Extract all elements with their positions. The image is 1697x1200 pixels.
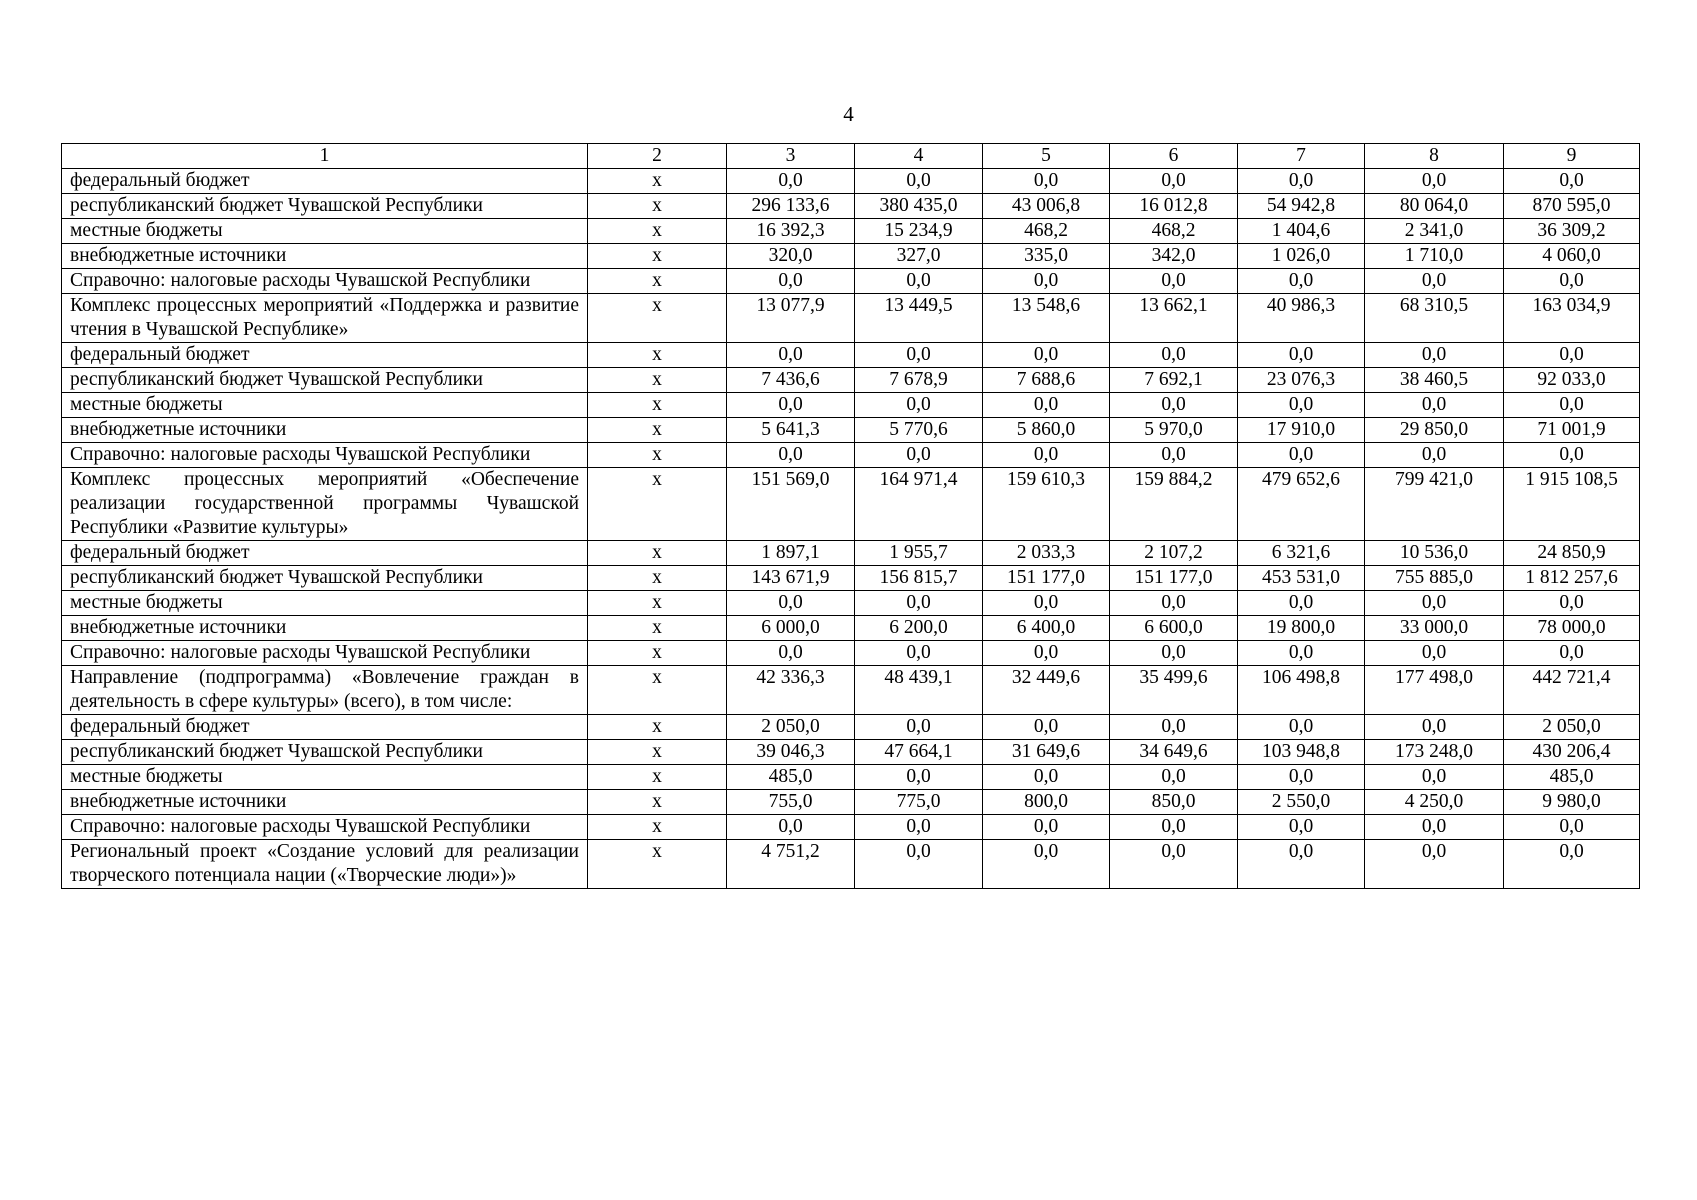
code-cell: х <box>588 715 727 740</box>
value-cell: 39 046,3 <box>727 740 855 765</box>
value-cell: 0,0 <box>727 641 855 666</box>
row-label: Справочно: налоговые расходы Чувашской Республики <box>62 641 588 666</box>
value-cell: 0,0 <box>983 765 1110 790</box>
value-cell: 442 721,4 <box>1504 666 1640 715</box>
row-label: республиканский бюджет Чувашской Республики <box>62 740 588 765</box>
value-cell: 42 336,3 <box>727 666 855 715</box>
code-cell: х <box>588 790 727 815</box>
code-cell: х <box>588 343 727 368</box>
value-cell: 6 200,0 <box>855 616 983 641</box>
value-cell: 0,0 <box>727 269 855 294</box>
value-cell: 5 770,6 <box>855 418 983 443</box>
value-cell: 0,0 <box>1238 641 1365 666</box>
value-cell: 177 498,0 <box>1365 666 1504 715</box>
row-label: внебюджетные источники <box>62 244 588 269</box>
value-cell: 0,0 <box>1504 343 1640 368</box>
value-cell: 34 649,6 <box>1110 740 1238 765</box>
code-cell: х <box>588 616 727 641</box>
value-cell: 13 077,9 <box>727 294 855 343</box>
value-cell: 13 662,1 <box>1110 294 1238 343</box>
page-number: 4 <box>843 102 854 126</box>
value-cell: 143 671,9 <box>727 566 855 591</box>
value-cell: 479 652,6 <box>1238 468 1365 541</box>
value-cell: 2 033,3 <box>983 541 1110 566</box>
row-label: республиканский бюджет Чувашской Республики <box>62 368 588 393</box>
value-cell: 0,0 <box>983 443 1110 468</box>
code-cell: х <box>588 194 727 219</box>
value-cell: 0,0 <box>855 393 983 418</box>
value-cell: 1 897,1 <box>727 541 855 566</box>
value-cell: 38 460,5 <box>1365 368 1504 393</box>
code-cell: х <box>588 840 727 889</box>
value-cell: 0,0 <box>855 715 983 740</box>
header-row <box>62 144 1640 169</box>
value-cell: 0,0 <box>855 591 983 616</box>
value-cell: 0,0 <box>1504 840 1640 889</box>
value-cell: 32 449,6 <box>983 666 1110 715</box>
value-cell: 31 649,6 <box>983 740 1110 765</box>
value-cell: 870 595,0 <box>1504 194 1640 219</box>
value-cell: 0,0 <box>727 443 855 468</box>
value-cell: 7 436,6 <box>727 368 855 393</box>
value-cell: 0,0 <box>855 641 983 666</box>
value-cell: 320,0 <box>727 244 855 269</box>
value-cell: 0,0 <box>983 169 1110 194</box>
value-cell: 6 321,6 <box>1238 541 1365 566</box>
code-cell: х <box>588 219 727 244</box>
row-label: местные бюджеты <box>62 393 588 418</box>
value-cell: 2 550,0 <box>1238 790 1365 815</box>
code-cell: х <box>588 815 727 840</box>
column-header: 2 <box>588 144 727 169</box>
code-cell: х <box>588 244 727 269</box>
value-cell: 19 800,0 <box>1238 616 1365 641</box>
value-cell: 1 955,7 <box>855 541 983 566</box>
value-cell: 0,0 <box>1365 591 1504 616</box>
value-cell: 0,0 <box>983 715 1110 740</box>
code-cell: х <box>588 443 727 468</box>
value-cell: 0,0 <box>727 343 855 368</box>
value-cell: 1 710,0 <box>1365 244 1504 269</box>
table-row <box>62 790 1640 815</box>
column-header: 5 <box>983 144 1110 169</box>
table-row <box>62 616 1640 641</box>
value-cell: 0,0 <box>727 815 855 840</box>
value-cell: 0,0 <box>1365 169 1504 194</box>
value-cell: 10 536,0 <box>1365 541 1504 566</box>
row-label: местные бюджеты <box>62 765 588 790</box>
value-cell: 755 885,0 <box>1365 566 1504 591</box>
table-row <box>62 368 1640 393</box>
row-label: Справочно: налоговые расходы Чувашской Республики <box>62 815 588 840</box>
value-cell: 5 970,0 <box>1110 418 1238 443</box>
column-header: 9 <box>1504 144 1640 169</box>
value-cell: 0,0 <box>1365 343 1504 368</box>
value-cell: 342,0 <box>1110 244 1238 269</box>
value-cell: 0,0 <box>1365 443 1504 468</box>
row-label: федеральный бюджет <box>62 343 588 368</box>
value-cell: 755,0 <box>727 790 855 815</box>
value-cell: 68 310,5 <box>1365 294 1504 343</box>
value-cell: 0,0 <box>1110 269 1238 294</box>
value-cell: 0,0 <box>855 343 983 368</box>
value-cell: 0,0 <box>983 641 1110 666</box>
value-cell: 33 000,0 <box>1365 616 1504 641</box>
value-cell: 0,0 <box>855 840 983 889</box>
value-cell: 0,0 <box>1110 443 1238 468</box>
row-label: федеральный бюджет <box>62 169 588 194</box>
value-cell: 103 948,8 <box>1238 740 1365 765</box>
value-cell: 0,0 <box>1504 169 1640 194</box>
value-cell: 0,0 <box>983 815 1110 840</box>
table-row <box>62 641 1640 666</box>
value-cell: 159 884,2 <box>1110 468 1238 541</box>
value-cell: 0,0 <box>1110 840 1238 889</box>
column-header: 3 <box>727 144 855 169</box>
table-row <box>62 765 1640 790</box>
value-cell: 0,0 <box>1110 343 1238 368</box>
code-cell: х <box>588 591 727 616</box>
value-cell: 15 234,9 <box>855 219 983 244</box>
value-cell: 0,0 <box>983 840 1110 889</box>
value-cell: 5 860,0 <box>983 418 1110 443</box>
table-row <box>62 169 1640 194</box>
value-cell: 6 600,0 <box>1110 616 1238 641</box>
value-cell: 80 064,0 <box>1365 194 1504 219</box>
value-cell: 6 400,0 <box>983 616 1110 641</box>
value-cell: 156 815,7 <box>855 566 983 591</box>
value-cell: 6 000,0 <box>727 616 855 641</box>
value-cell: 40 986,3 <box>1238 294 1365 343</box>
column-header: 4 <box>855 144 983 169</box>
value-cell: 29 850,0 <box>1365 418 1504 443</box>
budget-table <box>61 143 1640 889</box>
value-cell: 7 678,9 <box>855 368 983 393</box>
table-row <box>62 815 1640 840</box>
value-cell: 0,0 <box>1110 641 1238 666</box>
value-cell: 16 012,8 <box>1110 194 1238 219</box>
value-cell: 0,0 <box>1238 715 1365 740</box>
code-cell: х <box>588 169 727 194</box>
value-cell: 2 050,0 <box>1504 715 1640 740</box>
value-cell: 1 026,0 <box>1238 244 1365 269</box>
table-row <box>62 244 1640 269</box>
code-cell: х <box>588 294 727 343</box>
value-cell: 1 915 108,5 <box>1504 468 1640 541</box>
value-cell: 24 850,9 <box>1504 541 1640 566</box>
value-cell: 23 076,3 <box>1238 368 1365 393</box>
value-cell: 0,0 <box>1365 815 1504 840</box>
value-cell: 0,0 <box>855 765 983 790</box>
column-header: 8 <box>1365 144 1504 169</box>
value-cell: 0,0 <box>1238 269 1365 294</box>
value-cell: 5 641,3 <box>727 418 855 443</box>
table-header <box>62 144 1640 169</box>
table-row <box>62 591 1640 616</box>
table-row <box>62 294 1640 343</box>
table-row <box>62 219 1640 244</box>
value-cell: 0,0 <box>1110 815 1238 840</box>
row-label: Комплекс процессных мероприятий «Обеспечение реализации государственной программы Чувашской Республики «Развитие культуры» <box>62 468 588 541</box>
value-cell: 17 910,0 <box>1238 418 1365 443</box>
value-cell: 0,0 <box>727 393 855 418</box>
value-cell: 0,0 <box>1238 840 1365 889</box>
value-cell: 0,0 <box>1238 443 1365 468</box>
value-cell: 2 050,0 <box>727 715 855 740</box>
table-row <box>62 468 1640 541</box>
value-cell: 4 250,0 <box>1365 790 1504 815</box>
column-header: 1 <box>62 144 588 169</box>
value-cell: 0,0 <box>1504 815 1640 840</box>
row-label: Справочно: налоговые расходы Чувашской Республики <box>62 269 588 294</box>
value-cell: 0,0 <box>1110 393 1238 418</box>
row-label: внебюджетные источники <box>62 418 588 443</box>
value-cell: 0,0 <box>1238 815 1365 840</box>
table-row <box>62 541 1640 566</box>
value-cell: 0,0 <box>983 343 1110 368</box>
value-cell: 0,0 <box>983 269 1110 294</box>
value-cell: 71 001,9 <box>1504 418 1640 443</box>
value-cell: 335,0 <box>983 244 1110 269</box>
value-cell: 2 107,2 <box>1110 541 1238 566</box>
code-cell: х <box>588 393 727 418</box>
table-row <box>62 194 1640 219</box>
code-cell: х <box>588 740 727 765</box>
row-label: республиканский бюджет Чувашской Республики <box>62 566 588 591</box>
value-cell: 0,0 <box>1504 269 1640 294</box>
value-cell: 0,0 <box>1365 715 1504 740</box>
code-cell: х <box>588 765 727 790</box>
value-cell: 9 980,0 <box>1504 790 1640 815</box>
value-cell: 4 751,2 <box>727 840 855 889</box>
table-row <box>62 715 1640 740</box>
value-cell: 800,0 <box>983 790 1110 815</box>
value-cell: 0,0 <box>855 169 983 194</box>
value-cell: 0,0 <box>983 591 1110 616</box>
row-label: местные бюджеты <box>62 219 588 244</box>
value-cell: 485,0 <box>1504 765 1640 790</box>
value-cell: 36 309,2 <box>1504 219 1640 244</box>
value-cell: 0,0 <box>1504 641 1640 666</box>
value-cell: 7 692,1 <box>1110 368 1238 393</box>
value-cell: 164 971,4 <box>855 468 983 541</box>
value-cell: 0,0 <box>1110 765 1238 790</box>
value-cell: 7 688,6 <box>983 368 1110 393</box>
code-cell: х <box>588 666 727 715</box>
value-cell: 0,0 <box>855 815 983 840</box>
value-cell: 0,0 <box>1365 393 1504 418</box>
row-label: федеральный бюджет <box>62 541 588 566</box>
value-cell: 850,0 <box>1110 790 1238 815</box>
value-cell: 0,0 <box>1365 269 1504 294</box>
code-cell: х <box>588 468 727 541</box>
value-cell: 163 034,9 <box>1504 294 1640 343</box>
table-row <box>62 740 1640 765</box>
row-label: внебюджетные источники <box>62 790 588 815</box>
table-body <box>62 169 1640 889</box>
code-cell: х <box>588 269 727 294</box>
value-cell: 106 498,8 <box>1238 666 1365 715</box>
value-cell: 0,0 <box>1110 169 1238 194</box>
code-cell: х <box>588 566 727 591</box>
value-cell: 48 439,1 <box>855 666 983 715</box>
value-cell: 0,0 <box>1365 765 1504 790</box>
value-cell: 0,0 <box>1504 393 1640 418</box>
value-cell: 173 248,0 <box>1365 740 1504 765</box>
code-cell: х <box>588 418 727 443</box>
value-cell: 485,0 <box>727 765 855 790</box>
table-row <box>62 418 1640 443</box>
value-cell: 0,0 <box>1238 591 1365 616</box>
value-cell: 0,0 <box>983 393 1110 418</box>
value-cell: 4 060,0 <box>1504 244 1640 269</box>
value-cell: 775,0 <box>855 790 983 815</box>
value-cell: 0,0 <box>1238 765 1365 790</box>
table-row <box>62 269 1640 294</box>
row-label: Комплекс процессных мероприятий «Поддержка и развитие чтения в Чувашской Республике» <box>62 294 588 343</box>
value-cell: 0,0 <box>1110 591 1238 616</box>
value-cell: 54 942,8 <box>1238 194 1365 219</box>
column-header: 6 <box>1110 144 1238 169</box>
value-cell: 0,0 <box>1365 840 1504 889</box>
value-cell: 0,0 <box>727 591 855 616</box>
value-cell: 78 000,0 <box>1504 616 1640 641</box>
code-cell: х <box>588 541 727 566</box>
code-cell: х <box>588 368 727 393</box>
value-cell: 430 206,4 <box>1504 740 1640 765</box>
value-cell: 468,2 <box>1110 219 1238 244</box>
value-cell: 296 133,6 <box>727 194 855 219</box>
value-cell: 43 006,8 <box>983 194 1110 219</box>
table-row <box>62 343 1640 368</box>
value-cell: 380 435,0 <box>855 194 983 219</box>
code-cell: х <box>588 641 727 666</box>
value-cell: 0,0 <box>855 269 983 294</box>
value-cell: 151 569,0 <box>727 468 855 541</box>
table-row <box>62 666 1640 715</box>
value-cell: 13 548,6 <box>983 294 1110 343</box>
value-cell: 16 392,3 <box>727 219 855 244</box>
row-label: Направление (подпрограмма) «Вовлечение граждан в деятельность в сфере культуры» (всего), в том числе: <box>62 666 588 715</box>
value-cell: 468,2 <box>983 219 1110 244</box>
row-label: Региональный проект «Создание условий для реализации творческого потенциала нации («Творческие люди»)» <box>62 840 588 889</box>
value-cell: 0,0 <box>1504 591 1640 616</box>
table-row <box>62 443 1640 468</box>
column-header: 7 <box>1238 144 1365 169</box>
value-cell: 0,0 <box>1110 715 1238 740</box>
table-row <box>62 840 1640 889</box>
value-cell: 151 177,0 <box>1110 566 1238 591</box>
row-label: республиканский бюджет Чувашской Республики <box>62 194 588 219</box>
value-cell: 799 421,0 <box>1365 468 1504 541</box>
value-cell: 35 499,6 <box>1110 666 1238 715</box>
row-label: местные бюджеты <box>62 591 588 616</box>
value-cell: 13 449,5 <box>855 294 983 343</box>
value-cell: 453 531,0 <box>1238 566 1365 591</box>
value-cell: 0,0 <box>1238 343 1365 368</box>
value-cell: 1 404,6 <box>1238 219 1365 244</box>
value-cell: 0,0 <box>855 443 983 468</box>
value-cell: 327,0 <box>855 244 983 269</box>
table-row <box>62 393 1640 418</box>
value-cell: 1 812 257,6 <box>1504 566 1640 591</box>
value-cell: 47 664,1 <box>855 740 983 765</box>
table-row <box>62 566 1640 591</box>
value-cell: 0,0 <box>1238 169 1365 194</box>
value-cell: 159 610,3 <box>983 468 1110 541</box>
value-cell: 0,0 <box>727 169 855 194</box>
row-label: федеральный бюджет <box>62 715 588 740</box>
value-cell: 92 033,0 <box>1504 368 1640 393</box>
value-cell: 0,0 <box>1504 443 1640 468</box>
value-cell: 2 341,0 <box>1365 219 1504 244</box>
row-label: внебюджетные источники <box>62 616 588 641</box>
value-cell: 0,0 <box>1365 641 1504 666</box>
value-cell: 151 177,0 <box>983 566 1110 591</box>
row-label: Справочно: налоговые расходы Чувашской Республики <box>62 443 588 468</box>
value-cell: 0,0 <box>1238 393 1365 418</box>
